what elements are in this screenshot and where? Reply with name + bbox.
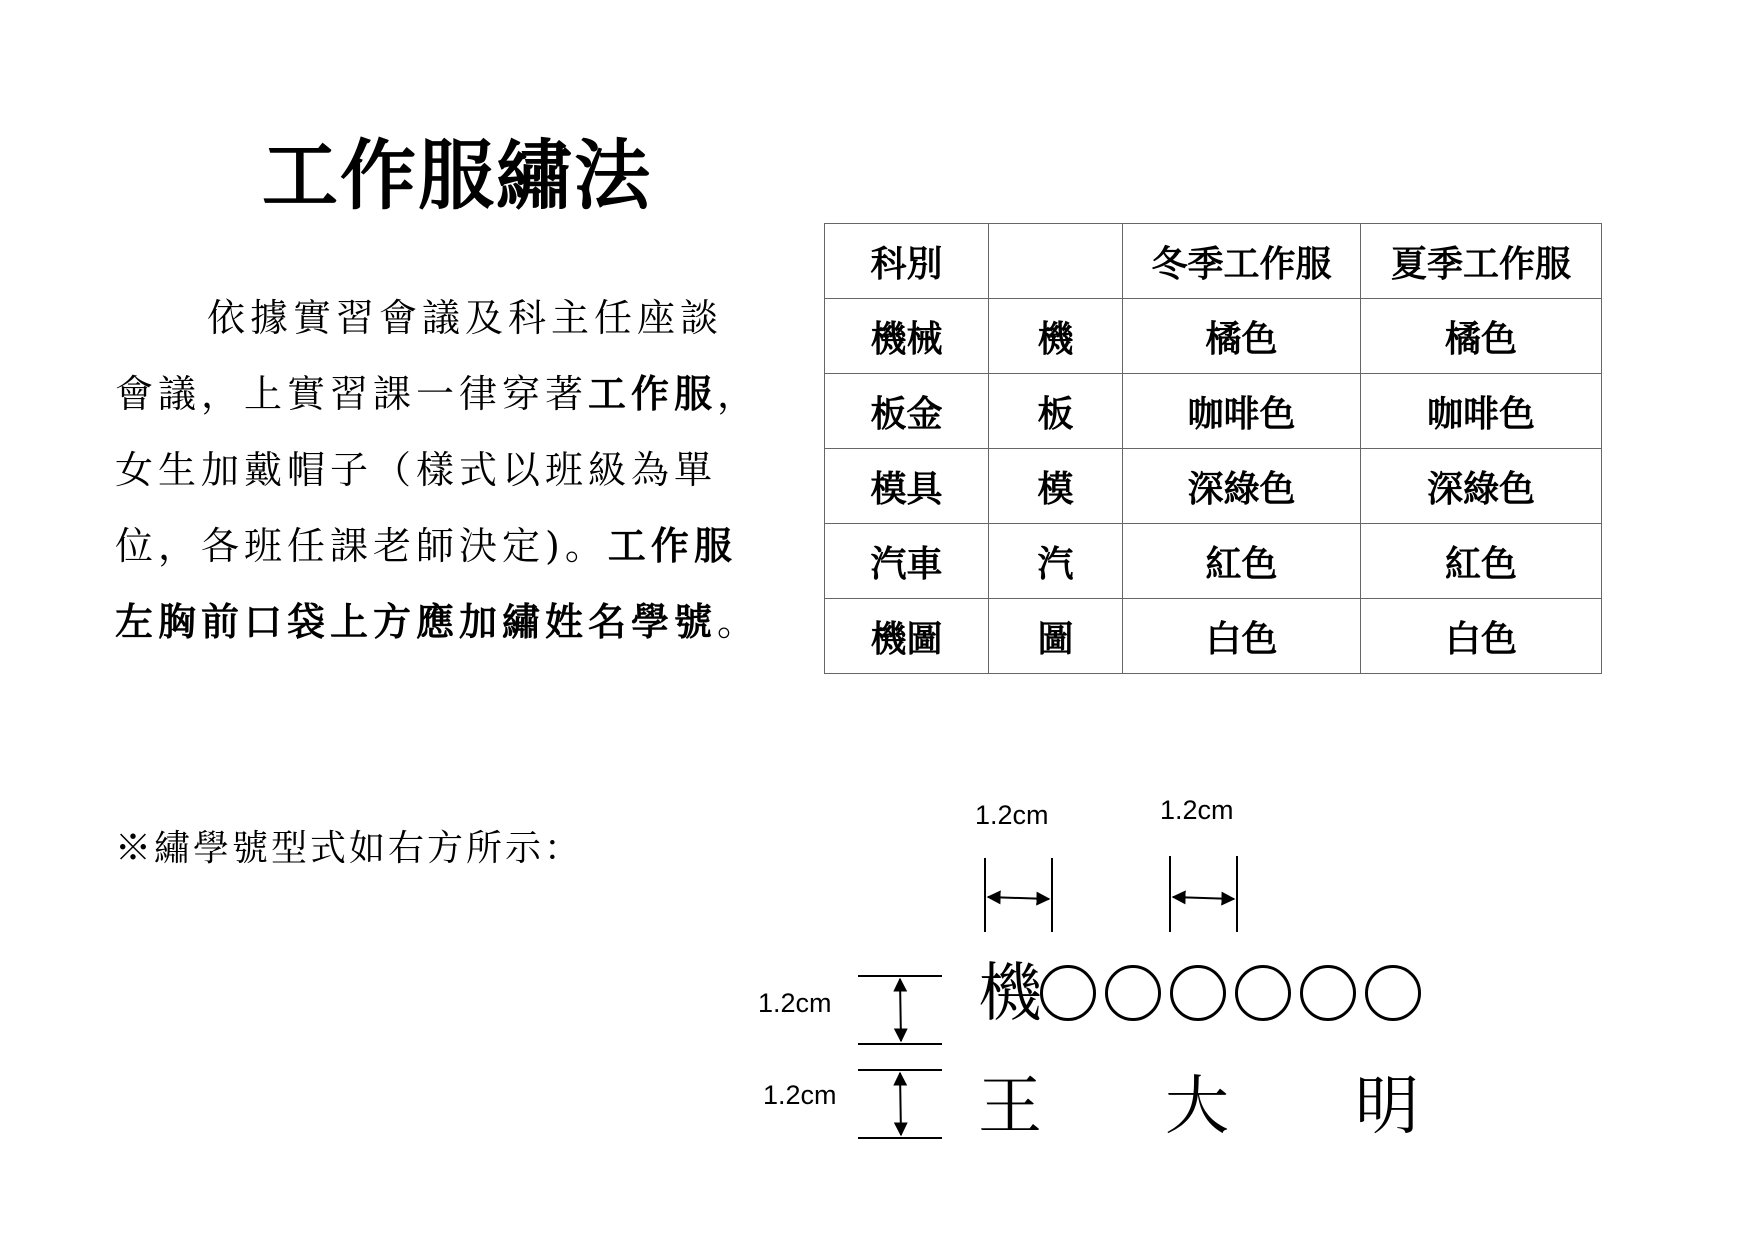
width-dimension-label-2: 1.2cm — [1160, 795, 1234, 825]
page-title: 工作服繡法 — [262, 131, 652, 220]
table-cell: 白色 — [1123, 599, 1361, 674]
table-cell: 模 — [989, 449, 1123, 524]
table-cell: 深綠色 — [1123, 449, 1361, 524]
table-cell: 板金 — [825, 374, 989, 449]
paragraph-bold-text: 工作服 — [607, 523, 737, 568]
id-digit-circle — [1105, 965, 1161, 1021]
table-cell: 圖 — [989, 599, 1123, 674]
embroidery-note: ※繡學號型式如右方所示： — [115, 828, 584, 869]
height-dimension-label-2: 1.2cm — [763, 1080, 837, 1110]
table-cell: 模具 — [825, 449, 989, 524]
table-cell: 板 — [989, 374, 1123, 449]
table-cell: 紅色 — [1123, 524, 1361, 599]
paragraph-bold-text: 工作服 — [588, 371, 718, 416]
table-cell: 橘色 — [1123, 299, 1361, 374]
table-cell: 白色 — [1361, 599, 1602, 674]
id-digit-circle — [1365, 965, 1421, 1021]
height-dimension-marker-1 — [858, 976, 942, 1044]
paragraph-text: 。 — [717, 600, 761, 644]
table-cell: 汽車 — [825, 524, 989, 599]
paragraph-line-3: 女生加戴帽子（樣式以班級為單 — [115, 448, 718, 492]
table-cell: 橘色 — [1361, 299, 1602, 374]
table-cell: 機 — [989, 299, 1123, 374]
name-char-2: 大 — [1165, 1070, 1229, 1144]
paragraph-line-1: 依據實習會議及科主任座談 — [207, 296, 724, 340]
table-cell: 深綠色 — [1361, 449, 1602, 524]
id-digit-circle — [1235, 965, 1291, 1021]
id-digit-circle — [1040, 965, 1096, 1021]
paragraph-text: ， — [717, 372, 761, 416]
width-dimension-marker-2 — [1170, 856, 1237, 932]
height-dimension-label-1: 1.2cm — [758, 988, 832, 1018]
paragraph-bold-text: 左胸前口袋上方應加繡姓名學號 — [115, 599, 718, 644]
table-cell: 咖啡色 — [1123, 374, 1361, 449]
student-id-placeholders — [1040, 965, 1430, 1021]
name-char-1: 王 — [978, 1070, 1042, 1144]
dept-prefix-char: 機 — [978, 957, 1042, 1031]
table-header-cell: 夏季工作服 — [1361, 224, 1602, 299]
table-cell: 紅色 — [1361, 524, 1602, 599]
name-char-3: 明 — [1355, 1070, 1419, 1144]
paragraph-text: 會議，上實習課一律穿著 — [115, 372, 589, 416]
paragraph-text: 位，各班任課老師決定)。 — [115, 524, 608, 568]
table-header-cell: 冬季工作服 — [1123, 224, 1361, 299]
height-dimension-marker-2 — [858, 1070, 942, 1138]
table-header-cell: 科別 — [825, 224, 989, 299]
id-digit-circle — [1300, 965, 1356, 1021]
table-cell: 機圖 — [825, 599, 989, 674]
id-digit-circle — [1170, 965, 1226, 1021]
table-cell: 汽 — [989, 524, 1123, 599]
width-dimension-marker-1 — [985, 858, 1052, 932]
table-cell: 機械 — [825, 299, 989, 374]
table-cell: 咖啡色 — [1361, 374, 1602, 449]
width-dimension-label-1: 1.2cm — [975, 800, 1049, 830]
